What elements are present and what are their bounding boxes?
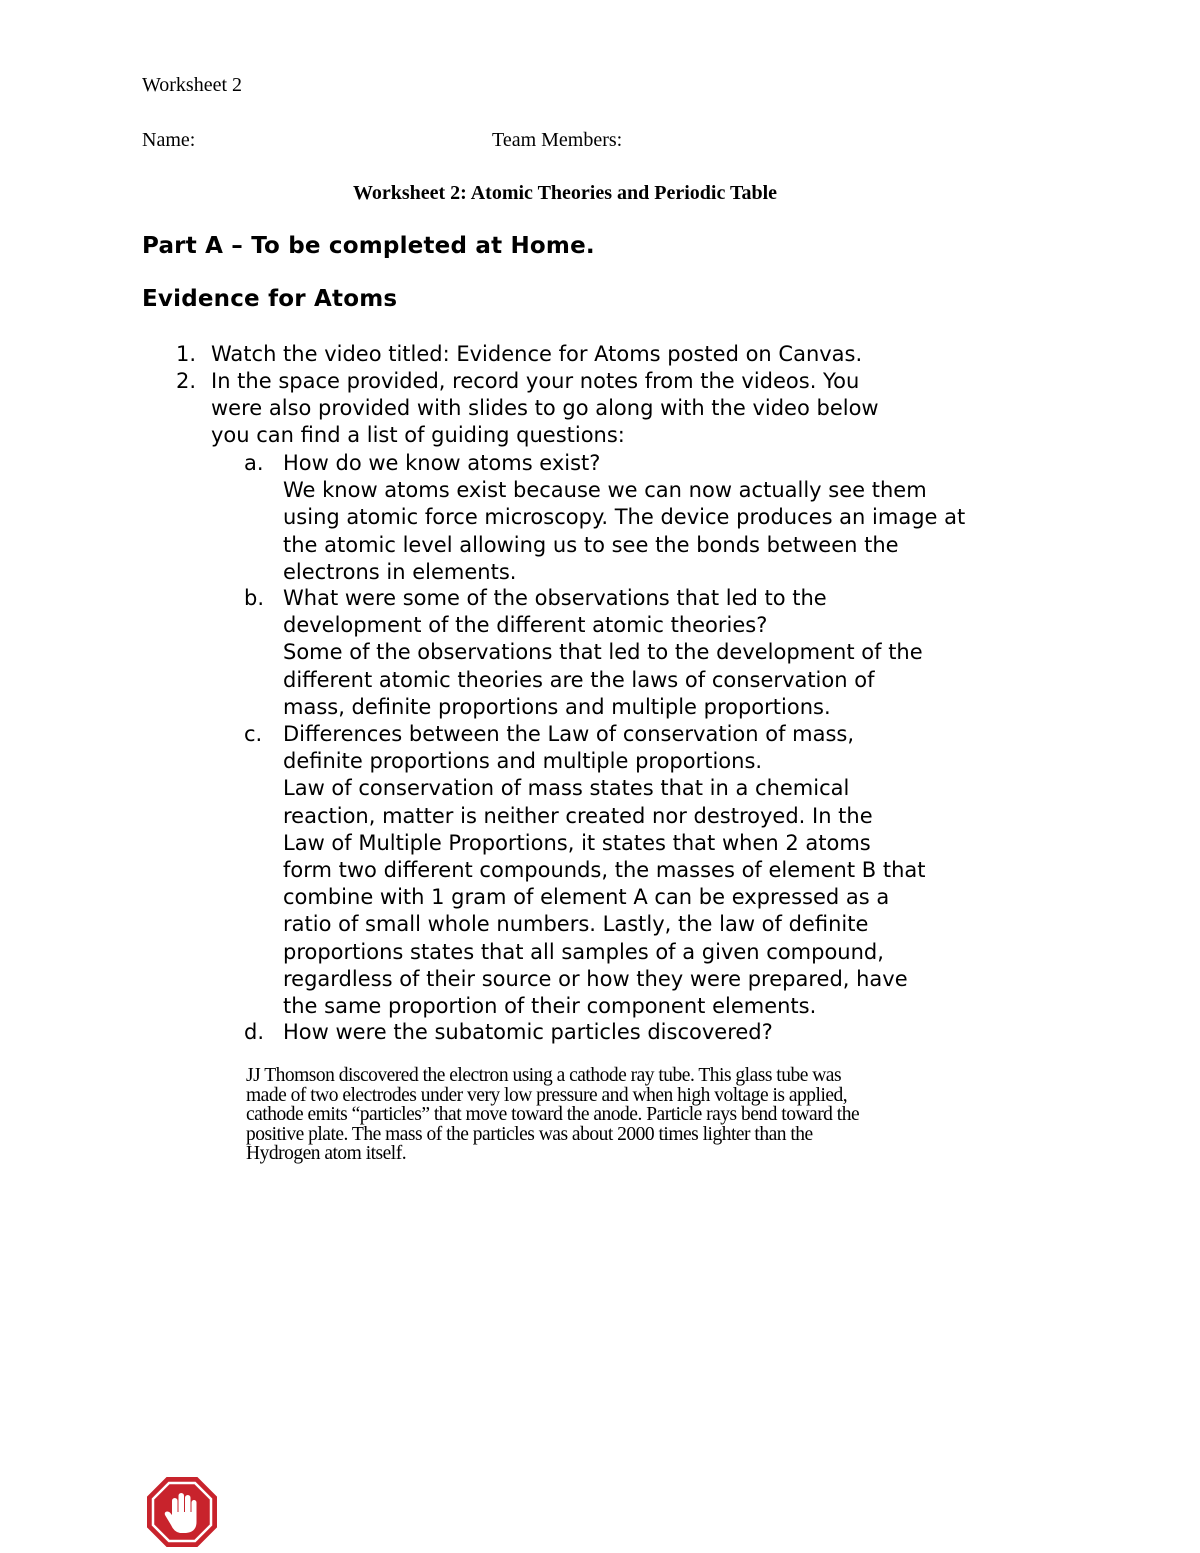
- list-number: 2.: [176, 369, 197, 393]
- question-text: [283, 721, 1073, 1020]
- text-line: form two different compounds, the masses of element B that: [283, 858, 926, 883]
- text-line: What were some of the observations that led to the: [283, 586, 827, 610]
- text-line: Hydrogen atom itself.: [246, 1143, 407, 1165]
- stop-hand-icon: [146, 1476, 218, 1548]
- text-line: combine with 1 gram of element A can be expressed as a: [283, 885, 890, 910]
- worksheet-label: Worksheet 2: [142, 74, 243, 96]
- text-line: the atomic level allowing us to see the bonds between the: [283, 532, 899, 557]
- text-line: using atomic force microscopy. The device produces an image at: [283, 505, 966, 530]
- text-line: positive plate. The mass of the particles was about 2000 times lighter than the: [246, 1123, 813, 1145]
- text-line: you can find a list of guiding questions:: [211, 423, 625, 448]
- text-line: ratio of small whole numbers. Lastly, the law of definite: [283, 912, 869, 937]
- text-line: Watch the video titled: Evidence for Atoms posted on Canvas.: [211, 342, 863, 366]
- text-line: How do we know atoms exist?: [283, 451, 601, 475]
- question-letter: a.: [244, 451, 264, 475]
- text-line: How were the subatomic particles discovered?: [283, 1020, 773, 1044]
- text-line: In the space provided, record your notes from the videos. You: [211, 369, 860, 393]
- text-line: made of two electrodes under very low pressure and when high voltage is applied,: [246, 1084, 848, 1106]
- text-line: were also provided with slides to go along with the video below: [211, 396, 879, 421]
- text-line: definite proportions and multiple proportions.: [283, 749, 763, 774]
- question-text: [283, 1019, 1073, 1046]
- text-line: Law of Multiple Proportions, it states that when 2 atoms: [283, 830, 871, 855]
- text-line: reaction, matter is neither created nor destroyed. In the: [283, 803, 873, 828]
- text-line: JJ Thomson discovered the electron using a cathode ray tube. This glass tube was: [246, 1065, 842, 1086]
- document-title: Worksheet 2: Atomic Theories and Periodic Table: [352, 182, 778, 204]
- text-line: cathode emits “particles” that move toward the anode. Particle rays bend toward the: [246, 1104, 860, 1126]
- question-text: [283, 450, 1073, 586]
- text-line: development of the different atomic theories?: [283, 613, 768, 638]
- list-item-text: [211, 368, 1001, 450]
- text-line: Differences between the Law of conservation of mass,: [283, 722, 855, 746]
- text-line: Law of conservation of mass states that in a chemical: [283, 776, 850, 801]
- section-heading: Evidence for Atoms: [142, 286, 398, 312]
- text-line: mass, definite proportions and multiple proportions.: [283, 694, 831, 719]
- text-line: We know atoms exist because we can now actually see them: [283, 478, 927, 503]
- part-heading: Part A – To be completed at Home.: [142, 233, 595, 259]
- stop-hand-icon-graphic: [146, 1476, 218, 1548]
- list-item-text: [211, 341, 1001, 368]
- text-line: the same proportion of their component elements.: [283, 994, 817, 1019]
- list-number: 1.: [176, 342, 197, 366]
- text-line: Some of the observations that led to the development of the: [283, 640, 923, 665]
- team-members-label: Team Members:: [492, 129, 623, 151]
- name-label: Name:: [142, 129, 196, 151]
- question-text: [283, 585, 1073, 721]
- text-line: different atomic theories are the laws of conservation of: [283, 667, 875, 692]
- text-line: regardless of their source or how they were prepared, have: [283, 966, 908, 991]
- question-letter: b.: [244, 586, 265, 610]
- answer-d-text: [246, 1066, 1046, 1164]
- text-line: electrons in elements.: [283, 559, 517, 584]
- text-line: proportions states that all samples of a given compound,: [283, 939, 884, 964]
- question-letter: d.: [244, 1020, 265, 1044]
- question-letter: c.: [244, 722, 263, 746]
